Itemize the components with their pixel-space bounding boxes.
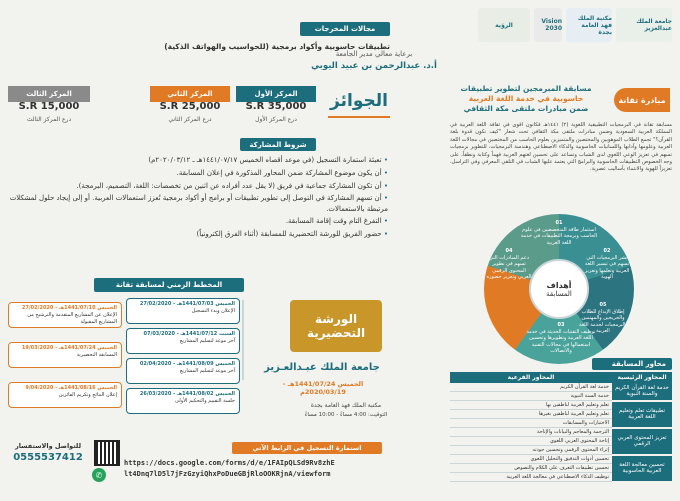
workshop-place: مكتبة الملك فهد العامة بجدة — [310, 402, 382, 409]
axes-sub-cell: تعلم وتعليم العربية لناطقين بغيرها — [450, 410, 612, 419]
axes-sub-cell: تعلم وتعليم العربية لناطقين بها — [450, 401, 612, 410]
workshop-badge — [290, 300, 382, 352]
condition-item: • أن تكون المشاركة جماعية في فريق (لا يقل عدد أفراده عن اثنين من تخصصات: اللغة، التصميم، البرمجة). — [6, 180, 388, 193]
table-row — [450, 428, 672, 437]
axes-title-bar — [592, 358, 672, 370]
workshop-title: التحضيرية — [306, 326, 366, 340]
axes-table — [450, 372, 672, 483]
qr-code[interactable] — [94, 440, 120, 466]
timeline-date: 1441/08/16هـ - 9/04/2020 — [25, 385, 96, 391]
objective-text: استثمار طاقة المتخصصين في علوم الحاسب وبرمجة التطبيقات في خدمة اللغة العربية — [520, 226, 598, 246]
contact-phone[interactable]: 0555537412 — [13, 452, 83, 463]
axes-section — [450, 358, 672, 483]
table-row — [450, 401, 672, 410]
prize-rank-2 — [150, 86, 230, 102]
timeline-event — [126, 358, 240, 384]
timeline-day: الخميس — [215, 361, 235, 367]
axes-title: محاور المسابقة — [611, 360, 666, 368]
objective-number: 05 — [599, 302, 607, 308]
logo-text: Vision 2030 — [541, 18, 562, 32]
prizes-logo-text: الجوائز — [330, 91, 388, 111]
library-logo — [566, 8, 612, 42]
timeline-day: الخميس — [215, 391, 235, 397]
axes-sub-cell: تحسين تطبيقات التعرف على الكلام والنصوص — [450, 464, 612, 473]
timeline-day: الخميس — [215, 301, 235, 307]
prize-rank-label: المركز الثاني — [167, 90, 213, 98]
axes-main-cell: تطبيقات تعلم وتعليم اللغة العربية — [612, 401, 672, 428]
timeline-date: 1441/08/02هـ - 26/03/2020 — [139, 391, 214, 397]
prize-amount-1: 35,000 S.R — [245, 101, 307, 112]
registration-link[interactable] — [124, 458, 384, 480]
prize-shield-3: درع المركز الثالث — [26, 116, 72, 123]
patron-name: أ.د. عبدالرحمن بن عبيد اليوبي — [311, 61, 437, 71]
timeline-text: آخر موعد لتسليم المشاريع — [179, 338, 235, 344]
timeline-date: 1441/07/03هـ - 27/02/2020 — [139, 301, 214, 307]
objective-text: دعم المبادرات التي تسهم في تطوير المحتوى الرقمي العربي وتعزيز حضوره — [486, 254, 532, 280]
contact-label: للتواصل والاستفسار — [14, 442, 82, 450]
university-logo — [616, 8, 672, 42]
outputs-title: مجالات المخرجات — [314, 25, 376, 33]
objective-number: 01 — [555, 220, 563, 226]
timeline-date: 1441/07/12هـ - 07/03/2020 — [143, 331, 218, 337]
outputs-title-bar — [300, 22, 390, 36]
outputs-text: تطبيقات حاسوبية وأكواد برمجية (للحواسيب والهواتف الذكية) — [164, 42, 390, 51]
timeline-axis — [242, 300, 244, 380]
prizes-logo — [328, 86, 390, 118]
conditions-title-bar — [240, 138, 316, 151]
condition-item: • حضور الفريق للورشة التحضيرية للمسابقة (أثناء الفرق إلكترونياً) — [6, 228, 388, 241]
patron-block — [304, 50, 444, 71]
axes-sub-cell: تحسين أدوات التدقيق والتحليل اللغوي — [450, 455, 612, 464]
logo-text: الرؤية — [495, 21, 513, 29]
patron-line: برعاية معالي مدير الجامعة — [335, 50, 413, 58]
objective-text: نشر البرمجيات التي تسهم في تيسير اللغة العربية وتعلمها وتعزيز الهوية — [584, 254, 630, 280]
timeline-text: آخر موعد لتسليم المشاريع — [179, 368, 235, 374]
timeline-day: السبت — [218, 331, 235, 337]
condition-item: • أن يكون موضوع المشاركة ضمن المحاور المذكورة في إعلان المسابقة. — [6, 167, 388, 180]
whatsapp-icon[interactable]: ✆ — [92, 468, 106, 482]
contact-block[interactable] — [8, 442, 88, 463]
axes-main-cell: تعزيز المحتوى العربي الرقمي — [612, 428, 672, 455]
objective-item — [486, 248, 532, 281]
axes-sub-cell: الترجمة والمعاجم والبيانات والإتاحة — [450, 428, 612, 437]
axes-sub-cell: الاختبارات والمسابقات — [450, 419, 612, 428]
objectives-center-title: أهداف — [546, 280, 572, 290]
prize-rank-label: المركز الأول — [254, 90, 298, 98]
objective-item — [578, 302, 628, 335]
prize-shield-1: درع المركز الأول — [255, 116, 297, 123]
condition-item: • التفرغ التام وقت إقامة المسابقة. — [6, 215, 388, 228]
condition-item: • أن تسهم المشاركة في التوصل إلى تطوير تطبيقات أو برامج أو أكواد برمجية تُعزز استعمالات العربية. أو إلى إيجاد حلول لمشكلات مرتبطة بالاستعمالات. — [6, 193, 388, 215]
timeline-event — [8, 382, 122, 408]
timeline-day: الخميس — [97, 385, 117, 391]
objective-item — [582, 248, 632, 281]
logo-text: مكتبة الملك فهد العامة بجدة — [577, 14, 612, 36]
axes-sub-cell: إثراء المحتوى الرقمي وتحسين جودته — [450, 446, 612, 455]
objective-text: توظيف التقنيات الحديثة في خدمة اللغة العربية وتطويرها وتحسين استعمالها في مجالات التقنية والاتصالات — [526, 328, 596, 354]
registration-title-bar — [232, 442, 382, 454]
initiative-title-line: حاسوبية في خدمة اللغة العربية — [468, 94, 584, 103]
initiative-title-line: ضمن مبادرات ملتقى مكة الثقافي — [463, 104, 589, 113]
objective-number: 02 — [603, 248, 611, 254]
objectives-wheel — [478, 218, 640, 354]
table-row — [450, 383, 672, 392]
initiative-badge — [614, 88, 670, 112]
table-row — [450, 455, 672, 464]
partner-logo — [478, 8, 530, 42]
timeline-text: المسابقة التحضيرية — [76, 352, 117, 358]
prize-rank-1 — [236, 86, 316, 102]
conditions-list — [6, 154, 388, 241]
prize-rank-3 — [8, 86, 90, 102]
axes-sub-cell: خدمة السنة النبوية — [450, 392, 612, 401]
initiative-title — [452, 84, 600, 114]
axes-sub-cell: إتاحة المحتوى العربي اللغوي — [450, 437, 612, 446]
timeline-date: 1441/07/24هـ - 19/03/2020 — [21, 345, 96, 351]
objectives-center-sub: المسابقة — [546, 289, 572, 298]
timeline-event — [8, 302, 122, 328]
prize-rank-label: المركز الثالث — [26, 90, 72, 98]
timeline-day: الخميس — [97, 345, 117, 351]
timeline-date: 1441/07/10هـ - 27/02/2020 — [21, 305, 96, 311]
initiative-badge-label: مبادرة تقانة — [618, 95, 666, 105]
registration-title: استمارة التسجيل في الرابط الآتي — [252, 444, 362, 452]
prize-amount-3: 15,000 S.R — [18, 101, 80, 112]
axes-main-cell: خدمة لغة القرآن الكريم والسنة النبوية — [612, 383, 672, 401]
objective-number: 04 — [505, 248, 513, 254]
logo-text: جامعة الملك عبدالعزيز — [636, 18, 672, 32]
registration-url-line[interactable]: https://docs.google.com/forms/d/e/1FAIpQLSd9Rv8zhE — [124, 459, 335, 467]
initiative-description — [450, 122, 672, 214]
workshop-title: الورشة — [314, 312, 358, 326]
axes-sub-cell: خدمة لغة القرآن الكريم — [450, 383, 612, 392]
timeline-event — [126, 388, 240, 414]
timeline-text: إعلان النتائج وتكريم الفائزين — [58, 392, 117, 398]
timeline-date: 1441/08/09هـ - 02/04/2020 — [139, 361, 214, 367]
objective-number: 03 — [557, 322, 565, 328]
axes-col-main: المحاور الرئيسية — [612, 372, 672, 383]
workshop-date: الخميس 1441/07/24هـ - 2020/03/19م — [282, 380, 364, 396]
timeline-text: الإعلان عن المشاريع المتقدمة والترشيح من المشاريع المقبولة — [27, 312, 117, 325]
prize-amount-2: 25,000 S.R — [159, 101, 221, 112]
initiative-description-text: مسابقة تقانة في البرمجيات التطبيقية اللغوية (٢) ١٤٤١هـ فكانون أقوى في ثقافة اللغة العربية في المملكة العربية السعودية وضمن مبادرات ملتقى مكة الثقافي تحت شعار "كيف نكون قدوة بلغة القرآن؟" تجمع الطلاب الموهوبين والمختصين والمتميزين بعلوم الحاسب من المختصين في مجالات اللغة العربية وعلومها وآدابها واللسانيات الحاسوبية والذكاء الاصطناعي وهندسة البرمجيات، للتطوير برمجيات تسهم في تعزيز الوعي اللغوي لدى الشباب وتساعد على تحسين لغتهم العربية فهماً وكتابة ونطقاً، على وجه الخصوص التطبيقات الحاسوبية والبرامج التي يعتمد عليها الشباب في التلقي المعرفي وفي التراسل، تعزيزاً للهوية والانتماء بأساليب عصرية. — [450, 122, 672, 173]
condition-item: • تعبئة استمارة التسجيل (في موعد أقصاه الخميس ١٤٤١/٠٧/١٧هـ ـ ٢٠٢٠/٠٣/١٢م) — [6, 154, 388, 167]
timeline-event — [8, 342, 122, 368]
axes-header-row — [450, 372, 672, 383]
timeline-title-bar — [94, 278, 244, 292]
prize-shield-2: درع المركز الثاني — [168, 116, 212, 123]
timeline-day: الخميس — [97, 305, 117, 311]
timeline-event — [126, 328, 240, 354]
timeline-event — [126, 298, 240, 324]
initiative-title-line: مسابقة المبرمجين لتطوير تطبيقات — [460, 84, 592, 93]
timeline-text: جلسة التقييم والتحكيم الأولى — [175, 398, 235, 404]
vision-logo — [534, 8, 562, 42]
objective-item — [520, 220, 598, 246]
workshop-time: التوقيت: 4:00 مساءً - 10:00 مساءً — [304, 412, 388, 418]
timeline-text: الإعلان وبدء التسجيل — [191, 308, 235, 314]
objective-text: إطلاق الإبداع للطلاب والخريجين والمهتمين بالبرمجيات لخدمة اللغة العربية — [579, 308, 627, 334]
timeline-title: المخطط الزمني لمسابقة تقانة — [115, 281, 223, 289]
workshop-university: جامعة الملك عبـدالعـزيز — [264, 362, 380, 373]
registration-url-line[interactable]: lt4Dnq7lD5l7jFzGzyiQhxPoDueGBjRloOOKRjnA/viewform — [124, 470, 331, 478]
axes-main-cell: تحسين معالجة اللغة العربية الحاسوبية — [612, 455, 672, 482]
axes-sub-cell: توظيف الذكاء الاصطناعي في معالجة اللغة العربية — [450, 473, 612, 482]
axes-col-sub: المحاور الفرعية — [450, 372, 612, 383]
conditions-title: شروط المشاركة — [249, 140, 307, 149]
